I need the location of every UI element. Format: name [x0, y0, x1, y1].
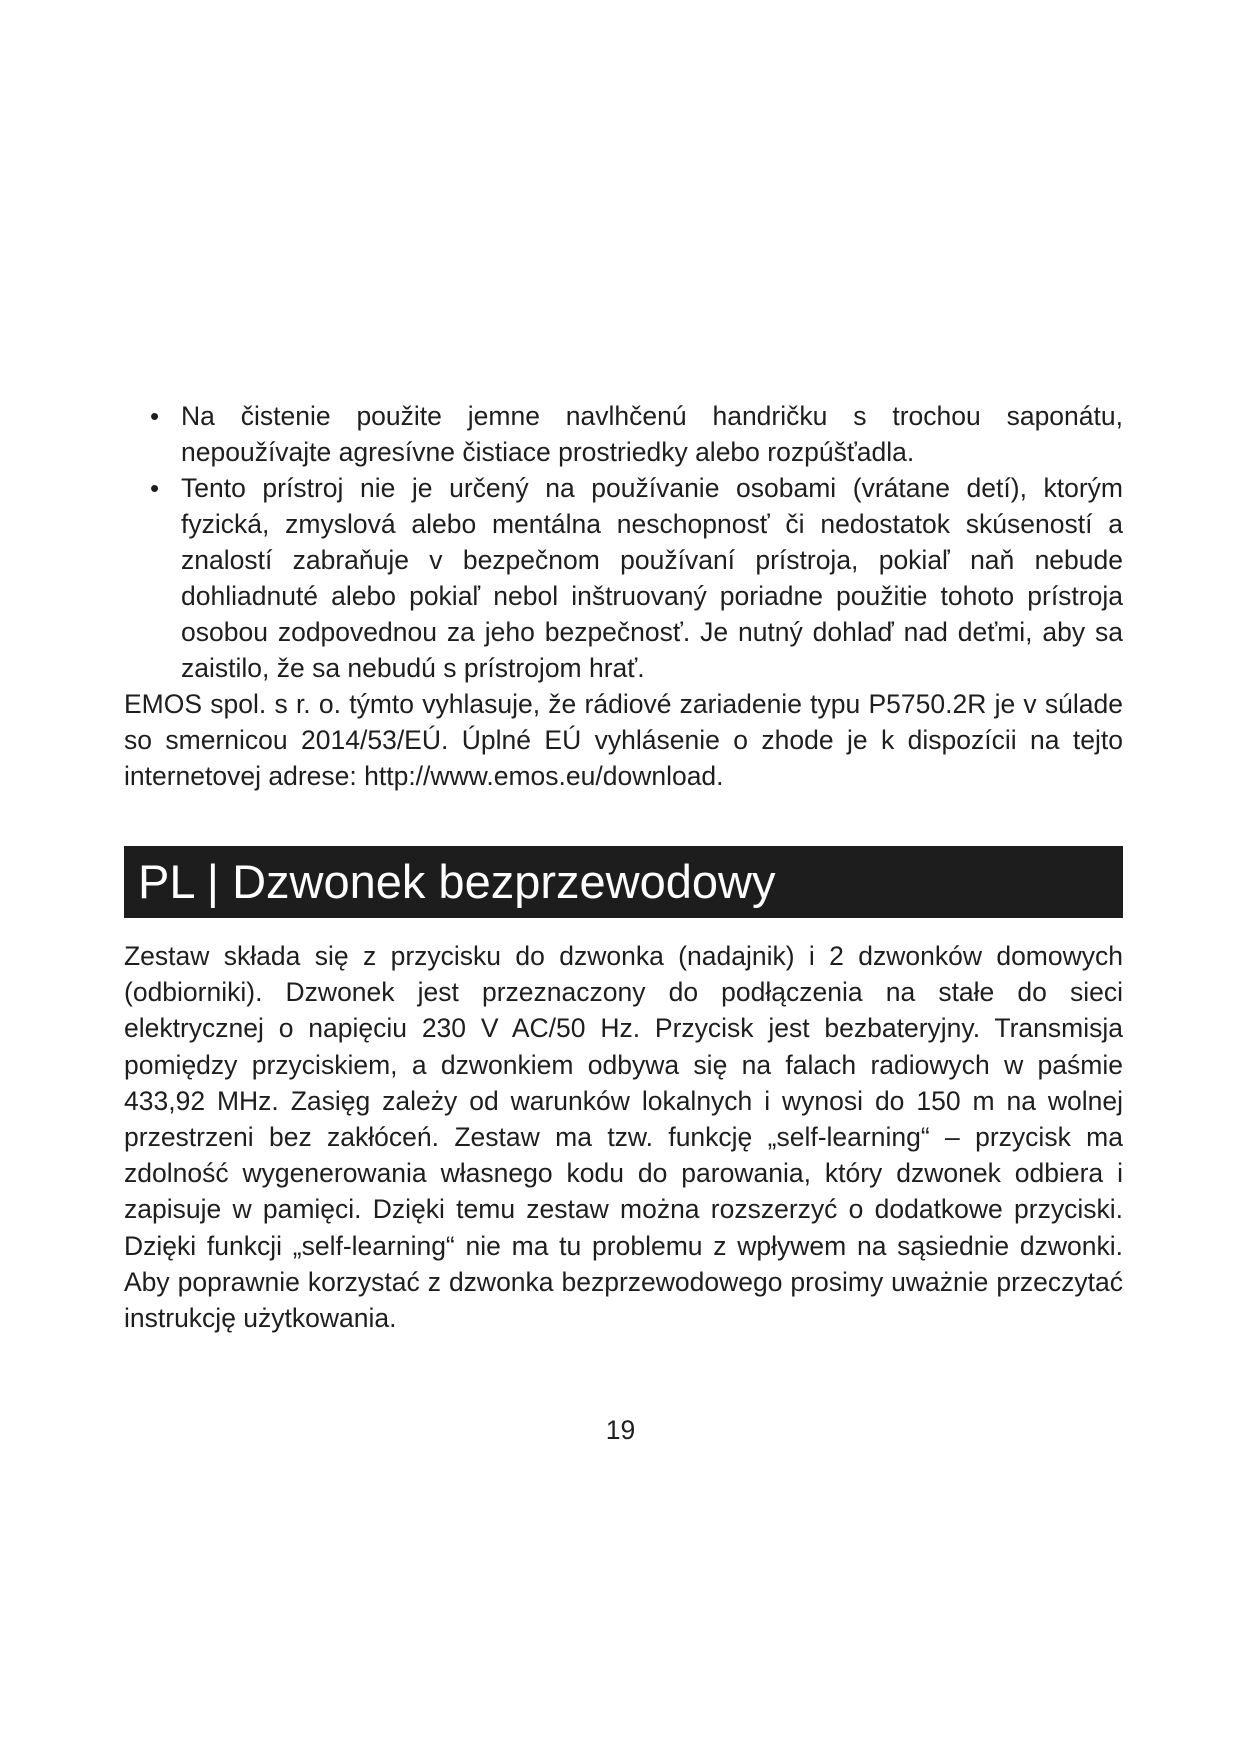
bullet-text: Tento prístroj nie je určený na používanie osobami (vrátane detí), ktorým fyzická, zmyslová alebo mentálna neschopnosť či nedostatok skúseností a znalostí zabraňuje v bezpečnom používaní prístroja, pokiaľ naň nebude dohliadnuté alebo pokiaľ nebol inštruovaný poriadne použitie tohoto prístroja osobou zodpovednou za jeho bezpečnosť. Je nutný dohlaď nad deťmi, aby sa zaistilo, že sa nebudú s prístrojom hrať.: [181, 473, 1123, 683]
bullet-item: [124, 398, 1123, 470]
intro-paragraph: Zestaw składa się z przycisku do dzwonka (nadajnik) i 2 dzwonków domowych (odbiorniki). Dzwonek jest przeznaczony do podłączenia na stałe do sieci elektrycznej o napięciu 230 V AC/50 Hz. Przycisk jest bezbateryjny. Transmisja pomiędzy przyciskiem, a dzwonkiem odbywa się na falach radiowych w paśmie 433,92 MHz. Zasięg zależy od warunków lokalnych i wynosi do 150 m na wolnej przestrzeni bez zakłóceń. Zestaw ma tzw. funkcję „self-learning“ – przycisk ma zdolność wygenerowania własnego kodu do parowania, który dzwonek odbiera i zapisuje w pamięci. Dzięki temu zestaw można rozszerzyć o dodatkowe przyciski. Dzięki funkcji „self-learning“ nie ma tu problemu z wpływem na sąsiednie dzwonki. Aby poprawnie korzystać z dzwonka bezprzewodowego prosimy uważnie przeczytać instrukcję użytkowania.: [124, 941, 1123, 1334]
section-header: PL | Dzwonek bezprzewodowy: [124, 846, 1123, 918]
conformity-declaration: EMOS spol. s r. o. týmto vyhlasuje, že rádiové zariadenie typu P5750.2R je v súlade so smernicou 2014/53/EÚ. Úplné EÚ vyhlásenie o zhode je k dispozícii na tejto internetovej adrese: http://www.emos.eu/download.: [124, 689, 1123, 791]
bullet-list: [124, 398, 1123, 686]
bullet-marker: •: [150, 473, 160, 503]
bullet-item: [124, 470, 1123, 686]
bullet-marker: •: [150, 401, 160, 431]
page-number: 19: [605, 1415, 636, 1445]
bullet-text: Na čistenie použite jemne navlhčenú handričku s trochou saponátu, nepoužívajte agresívne čistiace prostriedky alebo rozpúšťadla.: [181, 401, 1123, 467]
document-body: [124, 398, 1123, 1336]
